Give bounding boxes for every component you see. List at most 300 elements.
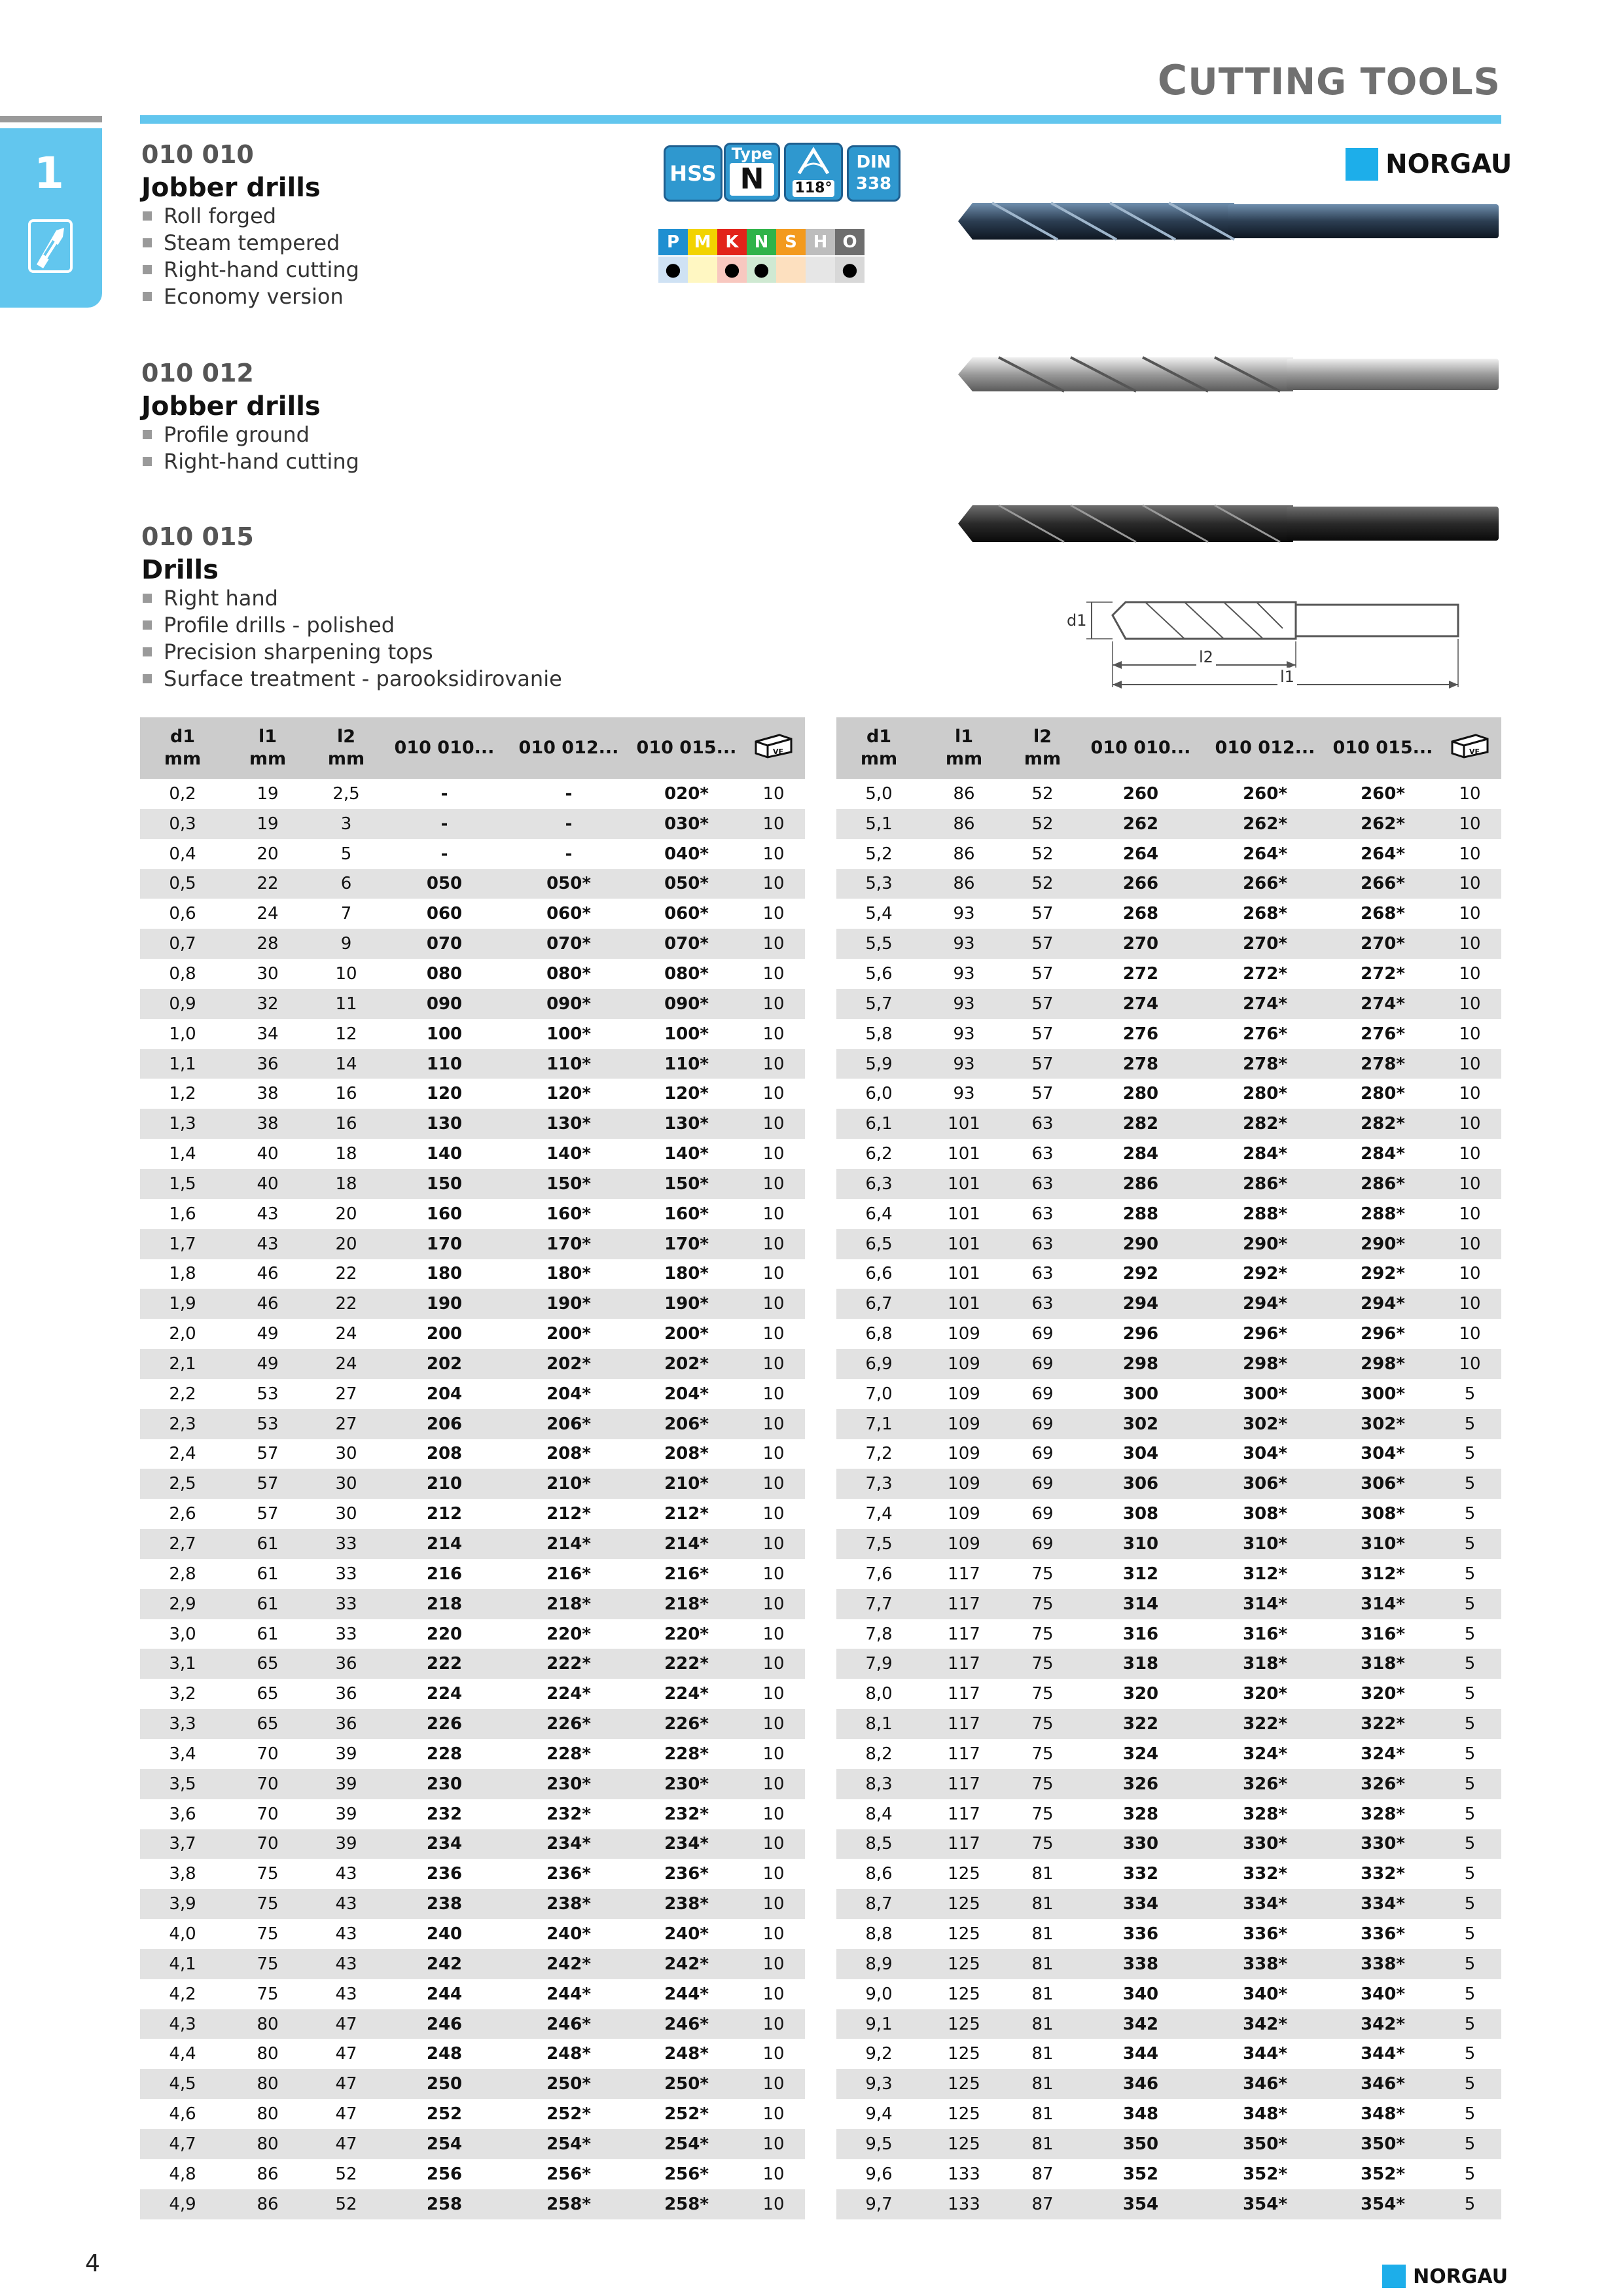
cell-l1: 70 (225, 1769, 310, 1799)
cell-010-010: 288 (1079, 1199, 1203, 1229)
cell-l1: 34 (225, 1019, 310, 1049)
table-row (836, 1109, 1501, 1139)
cell-010-010: 338 (1079, 1949, 1203, 1979)
cell-l1: 117 (921, 1739, 1007, 1769)
cell-010-010: 210 (382, 1469, 507, 1499)
cell-pack-qty: 5 (1438, 1709, 1501, 1739)
cell-l1: 101 (921, 1109, 1007, 1139)
table-row (140, 1829, 805, 1859)
cell-pack-qty: 5 (1438, 2189, 1501, 2219)
table-row (140, 1169, 805, 1199)
cell-010-012: 216* (507, 1559, 631, 1589)
cell-010-010: 310 (1079, 1529, 1203, 1559)
material-m-label: M (688, 229, 717, 255)
cell-pack-qty: 5 (1438, 1619, 1501, 1649)
cell-l1: 49 (225, 1319, 310, 1349)
cell-010-015: 150* (631, 1169, 742, 1199)
cell-l1: 75 (225, 1859, 310, 1889)
cell-pack-qty: 10 (1438, 989, 1501, 1019)
cell-010-010: 282 (1079, 1109, 1203, 1139)
cell-010-010: 250 (382, 2069, 507, 2099)
din-badge (847, 145, 901, 202)
table-row (836, 1949, 1501, 1979)
table-row (140, 2069, 805, 2099)
cell-pack-qty: 5 (1438, 1979, 1501, 2009)
feature-item: Right-hand cutting (141, 448, 359, 475)
cell-l1: 86 (921, 779, 1007, 809)
cell-010-015: 230* (631, 1769, 742, 1799)
header-010-012-text: 010 012... (518, 738, 619, 758)
cell-l2: 69 (1007, 1379, 1079, 1409)
cell-pack-qty: 10 (742, 1949, 805, 1979)
cell-pack-qty: 10 (742, 1109, 805, 1139)
cell-010-010: 330 (1079, 1829, 1203, 1859)
table-row (836, 1739, 1501, 1769)
cell-pack-qty: 10 (742, 1289, 805, 1319)
cell-pack-qty: 10 (742, 1169, 805, 1199)
cell-010-010: 160 (382, 1199, 507, 1229)
cell-pack-qty: 10 (1438, 1289, 1501, 1319)
table-row (836, 1019, 1501, 1049)
cell-pack-qty: 5 (1438, 2159, 1501, 2189)
cell-pack-qty: 10 (742, 1379, 805, 1409)
cell-010-010: 346 (1079, 2069, 1203, 2099)
section-code: 010 015 (141, 522, 254, 551)
cell-d1: 9,4 (836, 2099, 921, 2129)
dimension-diagram (1067, 576, 1466, 703)
header-010-012 (507, 717, 631, 779)
cell-l1: 109 (921, 1409, 1007, 1439)
drill-image-black (953, 195, 1501, 250)
cell-l2: 39 (310, 1739, 382, 1769)
cell-010-012: 242* (507, 1949, 631, 1979)
cell-010-012: 110* (507, 1049, 631, 1079)
cell-d1: 6,8 (836, 1319, 921, 1349)
cell-010-015: 264* (1327, 839, 1438, 869)
cell-l2: 33 (310, 1589, 382, 1619)
cell-010-015: 160* (631, 1199, 742, 1229)
cell-d1: 7,8 (836, 1619, 921, 1649)
cell-010-015: 324* (1327, 1739, 1438, 1769)
cell-l1: 80 (225, 2129, 310, 2159)
cell-l2: 43 (310, 1859, 382, 1889)
table-row (140, 839, 805, 869)
cell-010-012: 348* (1203, 2099, 1327, 2129)
cell-010-015: 248* (631, 2039, 742, 2069)
table-row (836, 1349, 1501, 1379)
table-row (836, 1049, 1501, 1079)
cell-010-015: 190* (631, 1289, 742, 1319)
cell-pack-qty: 10 (742, 1709, 805, 1739)
cell-010-015: 040* (631, 839, 742, 869)
cell-pack-qty: 5 (1438, 1769, 1501, 1799)
cell-l2: 69 (1007, 1319, 1079, 1349)
cell-l2: 57 (1007, 989, 1079, 1019)
cell-l1: 101 (921, 1289, 1007, 1319)
cell-010-010: 180 (382, 1259, 507, 1289)
header-010-010-text: 010 010... (394, 738, 495, 758)
cell-010-010: 268 (1079, 899, 1203, 929)
cell-010-015: 314* (1327, 1589, 1438, 1619)
cell-l1: 93 (921, 1049, 1007, 1079)
cell-l1: 101 (921, 1169, 1007, 1199)
cell-l2: 47 (310, 2099, 382, 2129)
cell-010-015: 306* (1327, 1469, 1438, 1499)
cell-l1: 125 (921, 1919, 1007, 1949)
cell-010-015: 212* (631, 1499, 742, 1529)
cell-l1: 93 (921, 1019, 1007, 1049)
cell-d1: 1,2 (140, 1079, 225, 1109)
cell-d1: 5,6 (836, 959, 921, 989)
table-row (836, 1499, 1501, 1529)
cell-l1: 117 (921, 1619, 1007, 1649)
cell-d1: 6,3 (836, 1169, 921, 1199)
cell-010-012: 090* (507, 989, 631, 1019)
table-row (140, 1499, 805, 1529)
cell-010-015: 240* (631, 1919, 742, 1949)
cell-l2: 18 (310, 1169, 382, 1199)
table-row (140, 1439, 805, 1469)
header-d1-text: mm (164, 749, 202, 769)
cell-010-010: 320 (1079, 1679, 1203, 1709)
cell-l1: 86 (225, 2189, 310, 2219)
brand-logo-footer (1382, 2265, 1508, 2288)
svg-text:VE: VE (1469, 747, 1480, 756)
cell-d1: 3,9 (140, 1889, 225, 1919)
cell-010-010: 344 (1079, 2039, 1203, 2069)
cell-d1: 8,6 (836, 1859, 921, 1889)
cell-010-012: 246* (507, 2009, 631, 2039)
table-row (836, 1319, 1501, 1349)
header-l2 (1007, 717, 1079, 779)
cell-010-010: 284 (1079, 1139, 1203, 1169)
table-row (836, 1199, 1501, 1229)
feature-item: Steam tempered (141, 230, 359, 257)
cell-010-015: 232* (631, 1799, 742, 1829)
drill-image-dark (953, 497, 1501, 552)
cell-l2: 6 (310, 869, 382, 899)
cell-010-015: 252* (631, 2099, 742, 2129)
cell-d1: 0,5 (140, 869, 225, 899)
cell-l1: 117 (921, 1709, 1007, 1739)
brand-logo (1346, 148, 1512, 181)
cell-l2: 43 (310, 1919, 382, 1949)
cell-010-010: 080 (382, 959, 507, 989)
cell-d1: 4,6 (140, 2099, 225, 2129)
table-row (836, 1289, 1501, 1319)
cell-d1: 9,2 (836, 2039, 921, 2069)
cell-l2: 9 (310, 929, 382, 959)
cell-l2: 52 (310, 2159, 382, 2189)
cell-d1: 2,1 (140, 1349, 225, 1379)
cell-010-010: 262 (1079, 809, 1203, 839)
cell-l1: 109 (921, 1379, 1007, 1409)
package-icon (753, 732, 794, 759)
cell-l1: 75 (225, 1919, 310, 1949)
cell-l2: 81 (1007, 2129, 1079, 2159)
cell-010-015: 342* (1327, 2009, 1438, 2039)
cell-010-015: 280* (1327, 1079, 1438, 1109)
cell-d1: 6,7 (836, 1289, 921, 1319)
cell-010-012: 140* (507, 1139, 631, 1169)
cell-l1: 38 (225, 1109, 310, 1139)
table-row (140, 1349, 805, 1379)
cell-d1: 5,8 (836, 1019, 921, 1049)
table-row (836, 959, 1501, 989)
cell-pack-qty: 5 (1438, 1859, 1501, 1889)
cell-l2: 75 (1007, 1679, 1079, 1709)
table-row (140, 779, 805, 809)
cell-010-012: 296* (1203, 1319, 1327, 1349)
header-l2 (310, 717, 382, 779)
cell-l1: 133 (921, 2189, 1007, 2219)
cell-d1: 3,8 (140, 1859, 225, 1889)
cell-l2: 69 (1007, 1409, 1079, 1439)
cell-010-010: 244 (382, 1979, 507, 2009)
cell-010-010: 254 (382, 2129, 507, 2159)
cell-pack-qty: 5 (1438, 1469, 1501, 1499)
header-l2-text: mm (327, 749, 365, 769)
table-row (836, 1559, 1501, 1589)
cell-l1: 109 (921, 1499, 1007, 1529)
cell-010-010: 190 (382, 1289, 507, 1319)
section-code: 010 012 (141, 359, 254, 387)
cell-010-015: 020* (631, 779, 742, 809)
cell-010-015: 206* (631, 1409, 742, 1439)
header-l1-text: l1 (258, 726, 277, 747)
cell-l2: 5 (310, 839, 382, 869)
material-o-label: O (835, 229, 865, 255)
cell-l1: 40 (225, 1139, 310, 1169)
cell-010-012: 206* (507, 1409, 631, 1439)
cell-010-010: 224 (382, 1679, 507, 1709)
cell-pack-qty: 10 (742, 1079, 805, 1109)
header-d1 (836, 717, 921, 779)
cell-010-010: - (382, 839, 507, 869)
logo-text: NORGAU (1385, 149, 1512, 179)
cell-d1: 2,3 (140, 1409, 225, 1439)
cell-pack-qty: 10 (742, 1769, 805, 1799)
cell-010-015: 120* (631, 1079, 742, 1109)
cell-010-015: 340* (1327, 1979, 1438, 2009)
table-row (836, 809, 1501, 839)
table-row (140, 2099, 805, 2129)
cell-010-010: 208 (382, 1439, 507, 1469)
cell-010-015: 030* (631, 809, 742, 839)
table-row (140, 1799, 805, 1829)
cell-l1: 80 (225, 2039, 310, 2069)
cell-pack-qty: 10 (742, 1139, 805, 1169)
cell-l1: 61 (225, 1589, 310, 1619)
cell-l2: 36 (310, 1709, 382, 1739)
table-row (836, 1859, 1501, 1889)
material-o-suitability: ● (835, 257, 865, 283)
cell-pack-qty: 10 (1438, 809, 1501, 839)
cell-l2: 57 (1007, 899, 1079, 929)
cell-l1: 93 (921, 1079, 1007, 1109)
cell-l2: 75 (1007, 1739, 1079, 1769)
cell-l1: 125 (921, 2099, 1007, 2129)
cell-010-012: 290* (1203, 1229, 1327, 1259)
table-row (836, 899, 1501, 929)
cell-010-015: 326* (1327, 1769, 1438, 1799)
cell-l2: 47 (310, 2069, 382, 2099)
cell-010-015: 276* (1327, 1019, 1438, 1049)
table-row (836, 1169, 1501, 1199)
cell-010-015: 140* (631, 1139, 742, 1169)
section-010-012 (141, 359, 359, 475)
cell-pack-qty: 10 (1438, 1109, 1501, 1139)
cell-010-015: 090* (631, 989, 742, 1019)
cell-l1: 28 (225, 929, 310, 959)
cell-010-012: 226* (507, 1709, 631, 1739)
cell-l2: 81 (1007, 2009, 1079, 2039)
cell-d1: 9,5 (836, 2129, 921, 2159)
cell-pack-qty: 10 (1438, 1169, 1501, 1199)
cell-010-012: - (507, 839, 631, 869)
cell-pack-qty: 10 (742, 779, 805, 809)
cell-d1: 6,2 (836, 1139, 921, 1169)
cell-010-012: 288* (1203, 1199, 1327, 1229)
cell-l1: 86 (921, 839, 1007, 869)
header-l1-text: mm (249, 749, 287, 769)
cell-010-015: 220* (631, 1619, 742, 1649)
material-s-suitability (776, 257, 806, 283)
cell-l1: 49 (225, 1349, 310, 1379)
cell-010-010: 312 (1079, 1559, 1203, 1589)
table-row (140, 2189, 805, 2219)
table-row (140, 1229, 805, 1259)
cell-010-015: 262* (1327, 809, 1438, 839)
cell-010-015: 336* (1327, 1919, 1438, 1949)
cell-d1: 4,5 (140, 2069, 225, 2099)
cell-010-015: 312* (1327, 1559, 1438, 1589)
cell-010-015: 218* (631, 1589, 742, 1619)
cell-010-010: 050 (382, 869, 507, 899)
table-row (140, 2039, 805, 2069)
cell-l1: 53 (225, 1409, 310, 1439)
logo-text: NORGAU (1413, 2265, 1508, 2288)
cell-010-012: 120* (507, 1079, 631, 1109)
cell-pack-qty: 5 (1438, 1889, 1501, 1919)
cell-l1: 86 (225, 2159, 310, 2189)
cell-pack-qty: 10 (742, 1409, 805, 1439)
cell-l1: 43 (225, 1229, 310, 1259)
cell-l1: 80 (225, 2099, 310, 2129)
table-row (836, 1649, 1501, 1679)
size-table-right (836, 717, 1501, 2219)
table-row (140, 2009, 805, 2039)
cell-010-015: 308* (1327, 1499, 1438, 1529)
cell-pack-qty: 10 (1438, 869, 1501, 899)
cell-pack-qty: 5 (1438, 2099, 1501, 2129)
cell-pack-qty: 10 (1438, 899, 1501, 929)
cell-010-012: 130* (507, 1109, 631, 1139)
cell-d1: 1,7 (140, 1229, 225, 1259)
cell-010-012: 190* (507, 1289, 631, 1319)
cell-010-010: 322 (1079, 1709, 1203, 1739)
cell-l2: 75 (1007, 1769, 1079, 1799)
header-010-010-text: 010 010... (1090, 738, 1191, 758)
package-icon (1450, 732, 1490, 759)
cell-010-015: 284* (1327, 1139, 1438, 1169)
cell-d1: 2,0 (140, 1319, 225, 1349)
cell-pack-qty: 10 (1438, 1079, 1501, 1109)
feature-item: Surface treatment - parooksidirovanie (141, 666, 562, 692)
cell-pack-qty: 10 (742, 1919, 805, 1949)
header-l2-text: l2 (1033, 726, 1052, 747)
cell-010-015: 080* (631, 959, 742, 989)
cell-l2: 57 (1007, 959, 1079, 989)
cell-010-010: 336 (1079, 1919, 1203, 1949)
cell-l1: 80 (225, 2009, 310, 2039)
material-h-label: H (806, 229, 835, 255)
cell-pack-qty: 10 (742, 1349, 805, 1379)
cell-010-012: 234* (507, 1829, 631, 1859)
cell-010-015: 256* (631, 2159, 742, 2189)
cell-010-015: 244* (631, 1979, 742, 2009)
cell-l1: 109 (921, 1349, 1007, 1379)
cell-010-015: 214* (631, 1529, 742, 1559)
cell-l1: 19 (225, 809, 310, 839)
cell-010-010: 170 (382, 1229, 507, 1259)
cell-010-010: 204 (382, 1379, 507, 1409)
header-d1-text: mm (860, 749, 898, 769)
cell-010-015: 224* (631, 1679, 742, 1709)
cell-d1: 6,1 (836, 1109, 921, 1139)
cell-d1: 2,7 (140, 1529, 225, 1559)
header-d1 (140, 717, 225, 779)
cell-010-015: 298* (1327, 1349, 1438, 1379)
cell-l2: 33 (310, 1559, 382, 1589)
page-number: 4 (85, 2250, 100, 2277)
cell-d1: 3,7 (140, 1829, 225, 1859)
cell-010-012: 240* (507, 1919, 631, 1949)
cell-pack-qty: 10 (742, 2009, 805, 2039)
cell-010-015: 274* (1327, 989, 1438, 1019)
table-row (836, 2069, 1501, 2099)
cell-010-015: 210* (631, 1469, 742, 1499)
type-n-badge (724, 143, 780, 202)
material-grid (658, 229, 865, 283)
header-010-015 (1327, 717, 1438, 779)
cell-010-012: 250* (507, 2069, 631, 2099)
feature-list (141, 585, 562, 692)
cell-010-010: 348 (1079, 2099, 1203, 2129)
table-row (140, 1109, 805, 1139)
cell-010-012: 236* (507, 1859, 631, 1889)
cell-l1: 65 (225, 1679, 310, 1709)
cell-l2: 36 (310, 1679, 382, 1709)
cell-010-015: 242* (631, 1949, 742, 1979)
cell-l1: 70 (225, 1739, 310, 1769)
header-pack-qty (742, 717, 805, 779)
cell-l2: 39 (310, 1769, 382, 1799)
cell-l1: 61 (225, 1559, 310, 1589)
cell-010-012: 208* (507, 1439, 631, 1469)
table-row (836, 1229, 1501, 1259)
cell-010-010: 308 (1079, 1499, 1203, 1529)
cell-pack-qty: 5 (1438, 2009, 1501, 2039)
cell-010-010: 220 (382, 1619, 507, 1649)
table-row (140, 1469, 805, 1499)
cell-010-010: 120 (382, 1079, 507, 1109)
table-row (140, 1289, 805, 1319)
cell-d1: 7,7 (836, 1589, 921, 1619)
cell-010-012: 350* (1203, 2129, 1327, 2159)
cell-010-012: 280* (1203, 1079, 1327, 1109)
cell-010-015: 110* (631, 1049, 742, 1079)
